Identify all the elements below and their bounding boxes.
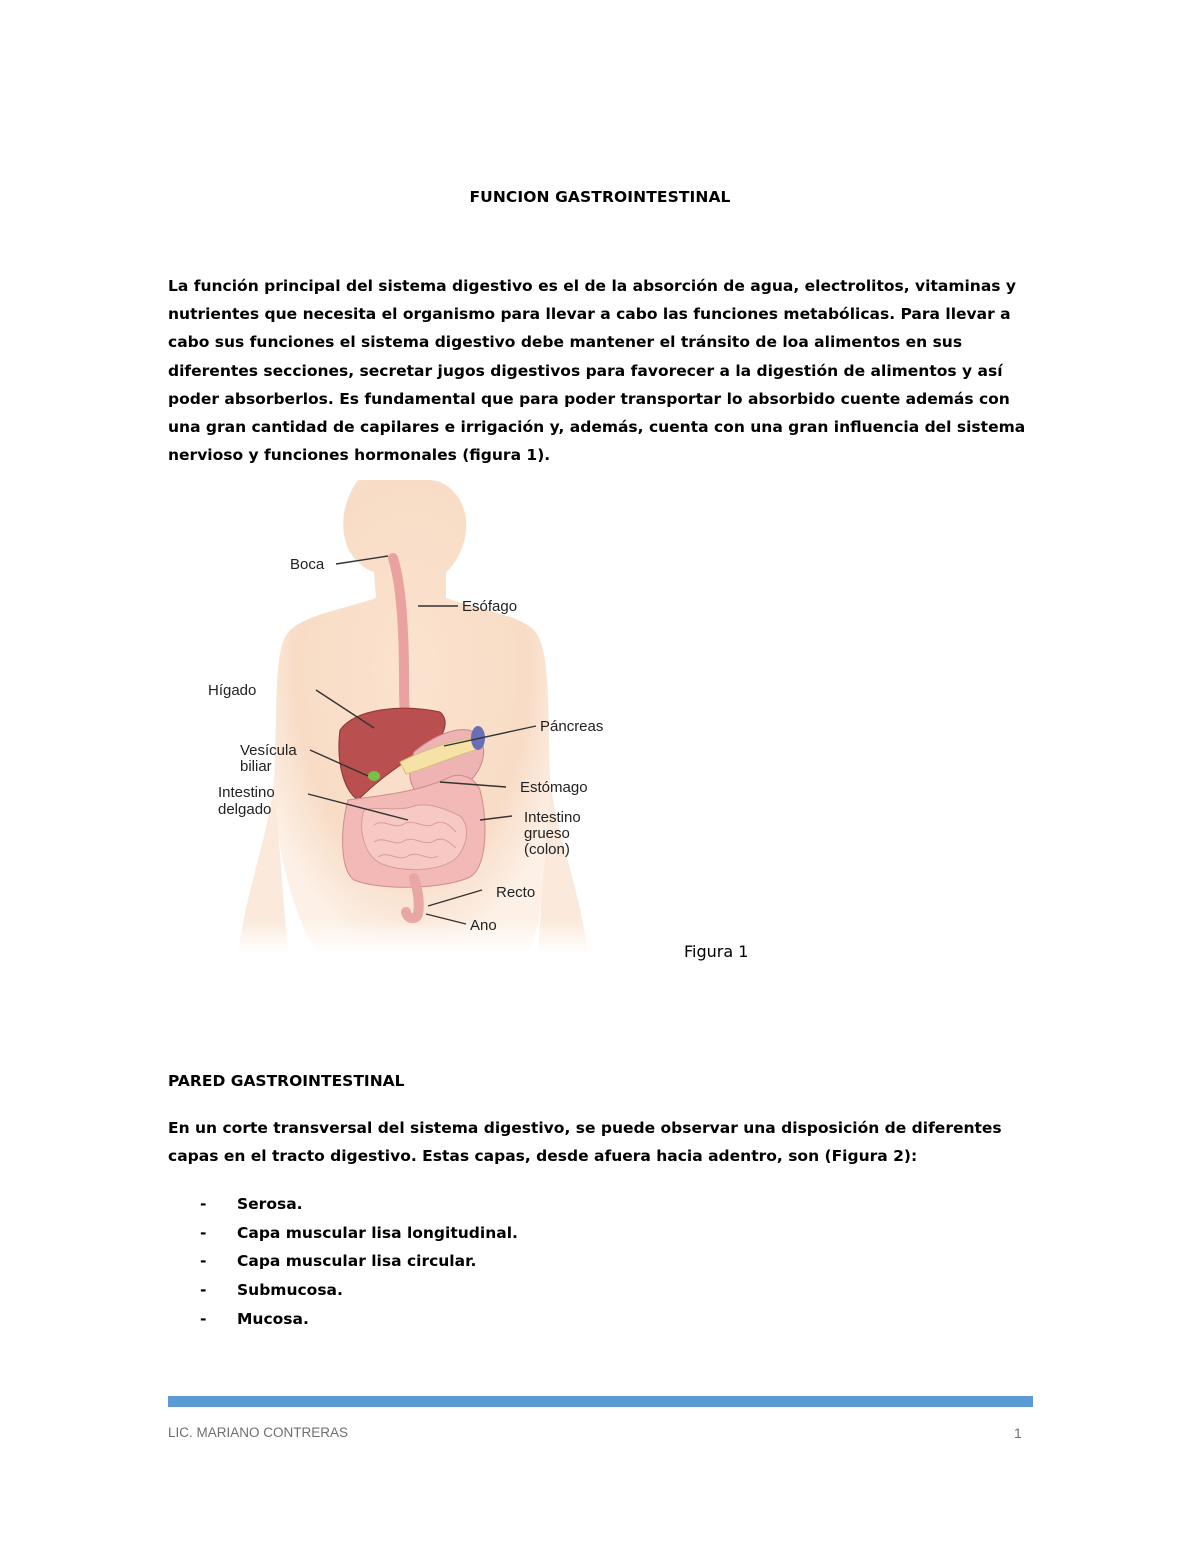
gallbladder	[368, 771, 380, 781]
label-ano: Ano	[470, 917, 497, 934]
list-item-text: Submucosa.	[237, 1281, 343, 1300]
small-intestine	[362, 805, 467, 870]
list-item	[200, 1276, 518, 1305]
label-esofago: Esófago	[462, 598, 518, 615]
label-intestino-grueso-2: grueso	[524, 825, 570, 842]
label-higado: Hígado	[208, 682, 257, 699]
list-item-text: Mucosa.	[237, 1309, 309, 1328]
list-item-text: Capa muscular lisa longitudinal.	[237, 1223, 518, 1242]
label-pancreas: Páncreas	[540, 718, 604, 735]
label-estomago: Estómago	[520, 779, 588, 796]
list-item-text: Capa muscular lisa circular.	[237, 1252, 477, 1271]
list-item	[200, 1219, 518, 1248]
section-heading: PARED GASTROINTESTINAL	[168, 1072, 405, 1090]
page-number: 1	[1014, 1425, 1022, 1441]
list-dash: -	[200, 1309, 207, 1328]
figure-caption: Figura 1	[684, 942, 749, 961]
label-intestino-delgado-2: delgado	[218, 801, 272, 818]
list-dash: -	[200, 1223, 207, 1242]
list-item	[200, 1247, 518, 1276]
list-item-text: Serosa.	[237, 1195, 303, 1214]
list-item	[200, 1190, 518, 1219]
label-intestino-delgado-1: Intestino	[218, 784, 275, 801]
label-intestino-grueso-3: (colon)	[524, 841, 570, 858]
label-vesicula-1: Vesícula	[240, 742, 297, 759]
list-dash: -	[200, 1281, 207, 1300]
document-title: FUNCION GASTROINTESTINAL	[469, 188, 731, 206]
label-recto: Recto	[496, 884, 536, 901]
layers-list	[200, 1190, 518, 1333]
footer-author: LIC. MARIANO CONTRERAS	[168, 1425, 349, 1440]
list-dash: -	[200, 1195, 207, 1214]
list-item	[200, 1304, 518, 1333]
intro-paragraph: La función principal del sistema digestivo es el de la absorción de agua, electrolitos, vitaminas y nutrientes que necesita el organismo para llevar a cabo las funciones metabólicas. Para llevar a cabo sus funciones el sistema digestivo debe mantener el tránsito de loa alimentos en sus diferentes secciones, secretar jugos digestivos para favorecer a la digestión de alimentos y así poder absorberlos. Es fundamental que para poder transportar lo absorbido cuente además con una gran cantidad de capilares e irrigación y, además, cuenta con una gran influencia del sistema nervioso y funciones hormonales (figura 1).	[168, 277, 1026, 465]
label-intestino-grueso-1: Intestino	[524, 809, 581, 826]
label-vesicula-2: biliar	[240, 758, 272, 775]
list-dash: -	[200, 1252, 207, 1271]
section-paragraph: En un corte transversal del sistema digestivo, se puede observar una disposición de diferentes capas en el tracto digestivo. Estas capas, desde afuera hacia adentro, son (Figura 2):	[168, 1119, 1002, 1166]
digestive-system-illustration	[178, 480, 630, 954]
footer-divider-bar	[168, 1396, 1033, 1407]
label-boca: Boca	[290, 556, 325, 573]
digestive-system-figure	[178, 480, 630, 954]
